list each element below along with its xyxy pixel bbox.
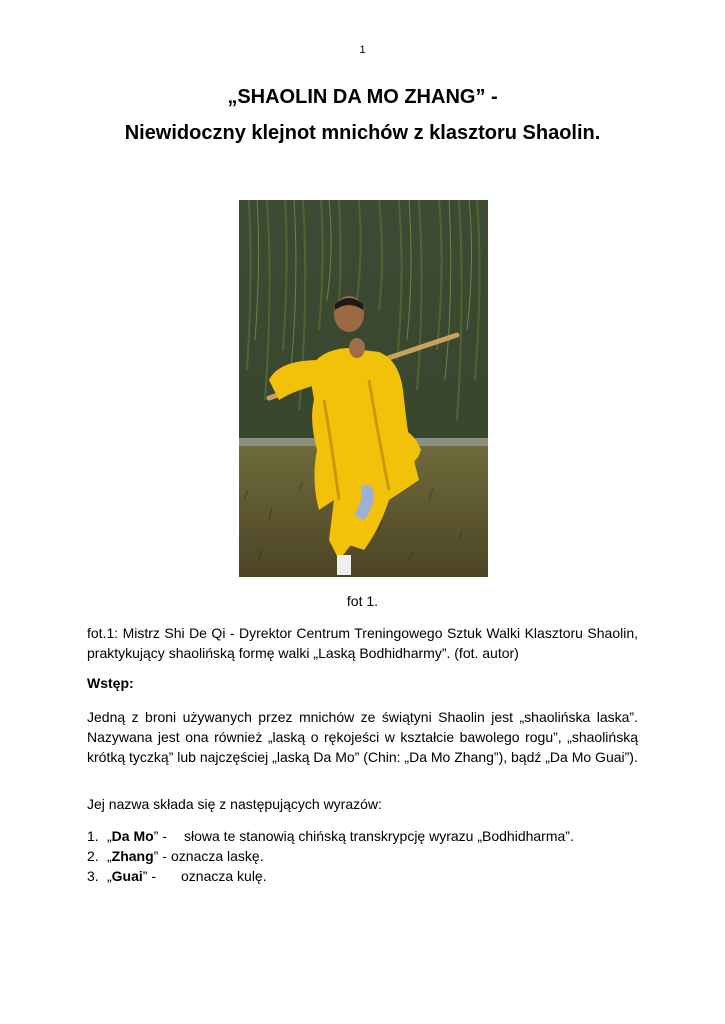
term-description: słowa te stanowią chińską transkrypcję wyrazu „Bodhidharma”. [184,828,574,844]
term-name: Zhang [111,848,154,864]
page-number: 1 [359,44,366,56]
term-label: „Zhang” - [107,848,167,864]
list-intro: Jej nazwa składa się z następujących wyrazów: [87,796,382,812]
list-number: 3. [87,868,99,884]
term-description: oznacza kulę. [181,868,267,884]
section-heading: Wstęp: [87,675,134,691]
term-label: „Da Mo” - [107,828,167,844]
photo-caption: fot 1. [346,593,379,609]
terms-list [87,826,647,886]
master-photo [239,200,488,577]
photo-description: fot.1: Mistrz Shi De Qi - Dyrektor Centrum Treningowego Sztuk Walki Klasztoru Shaolin, praktykujący shaolińską formę walki „Laską Bodhidharmy”. (fot. autor) [87,625,638,661]
document-title: „SHAOLIN DA MO ZHANG” - [227,86,498,108]
term-name: Da Mo [111,828,154,844]
intro-paragraph: Jedną z broni używanych przez mnichów ze świątyni Shaolin jest „shaolińska laska”. Nazywana jest ona również „laską o rękojeści w kształcie bawolego rogu”, „shaolińską krótką tyczką” lub najczęściej „laską Da Mo” (Chin: „Da Mo Zhang”), bądź „Da Mo Guai”). [87,709,638,765]
list-item [87,826,647,846]
document-subtitle: Niewidoczny klejnot mnichów z klasztoru Shaolin. [124,122,601,144]
term-name: Guai [111,868,143,884]
term-label: „Guai” - [107,868,157,884]
list-item [87,866,647,886]
list-number: 1. [87,828,99,844]
term-description: oznacza laskę. [171,848,264,864]
list-number: 2. [87,848,99,864]
list-item [87,846,647,866]
